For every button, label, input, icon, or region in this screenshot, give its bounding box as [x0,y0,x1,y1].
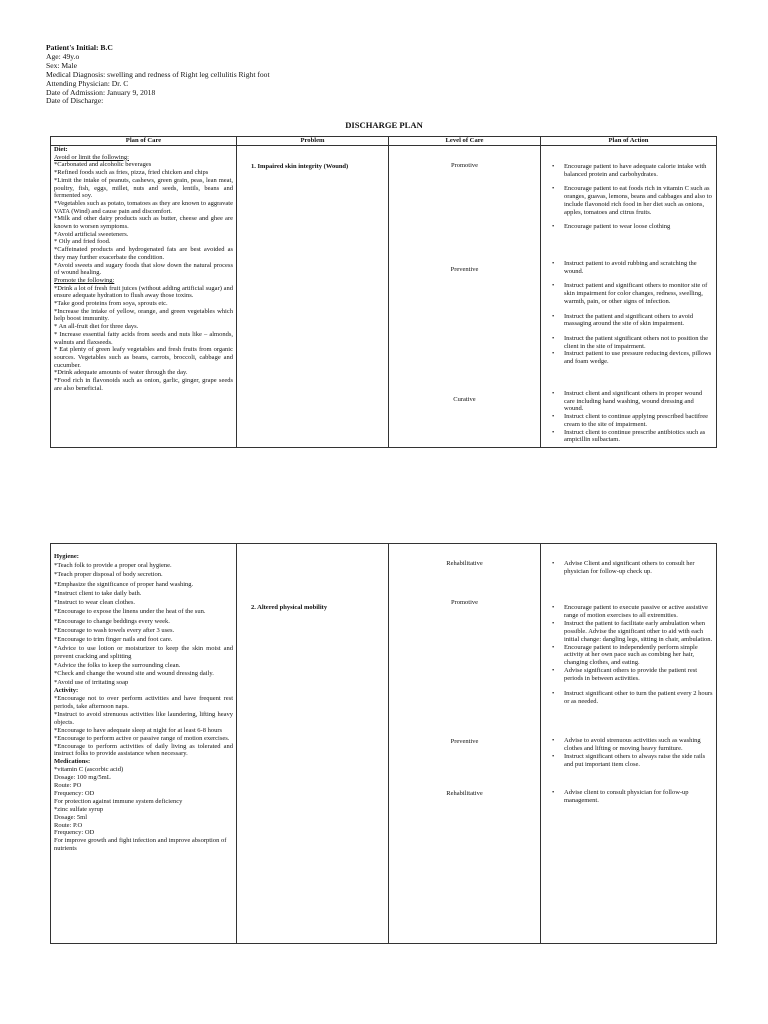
list-item: • Encourage patient to eat foods rich in vitamin C such as oranges, guavas, lemons, beans and cabbages and also to include flavonoid rich food in her diet such as onions, apples, tomatoes and citrus fruits. [544,185,713,216]
level-promotive: Promotive [450,162,479,169]
list-item: *Check and change the wound site and wound dressing daily. [54,669,214,677]
list-item: *Instruct client to take daily bath. [54,589,142,597]
list-item: *Caffeinated products and hydrogenated fats are best avoided as they may further exacerbate the condition. [54,246,233,261]
col-header-plan-of-action: Plan of Action [541,137,717,146]
patient-info [46,44,270,106]
list-item: • Advise client to consult physician for follow-up management. [544,789,713,805]
list-item: • Instruct significant other to turn the patient every 2 hours or as needed. [544,690,713,706]
list-item: *Encourage to trim finger nails and foot care. [54,636,173,644]
medical-diagnosis: Medical Diagnosis: swelling and redness of Right leg cellulitis Right foot [46,69,270,79]
list-item: *Teach proper disposal of body secretion. [54,571,163,579]
list-item: Route: PO [54,782,82,790]
list-item: *Encourage to expose the linens under the heat of the sun. [54,608,206,616]
problem-label: 2. Altered physical mobility [251,604,328,611]
list-item: * Oily and fried food. [54,238,111,246]
promote-list [54,285,233,393]
page-title: DISCHARGE PLAN [345,120,423,130]
list-item: • Encourage patient to have adequate calorie intake with balanced protein and carbohydrates. [544,163,713,178]
list-item: Frequency: OD [54,829,95,837]
avoid-list [54,161,233,277]
list-item: *Drink adequate amounts of water through the day. [54,369,188,377]
rehabilitative-actions-2 [544,789,713,805]
activity-heading: Activity: [54,687,79,695]
list-item: * Increase essential fatty acids from seeds and nuts like – almonds, walnuts and flaxseeds. [54,330,233,346]
list-item: *Advice the folks to keep the surrounding clean. [54,661,181,669]
col-header-level-of-care: Level of Care [389,137,541,146]
hygiene-heading: Hygiene: [54,553,79,560]
list-item: *Encourage to have adequate sleep at night for at least 6-8 hours [54,726,223,734]
diet-heading: Diet: [54,146,68,153]
level-promotive: Promotive [450,599,479,606]
hygiene-activity-medication-cell [51,544,237,944]
list-item: • Advise to avoid strenuous activities such as washing clothes and lifting or moving heavy furniture. [544,737,713,753]
list-item: * An all-fruit diet for three days. [54,323,139,331]
admission-date: Date of Admission: January 9, 2018 [46,87,156,97]
list-item: *Instruct to wear clean clothes. [54,599,136,607]
problem-cell [237,146,389,448]
discharge-plan-table-1 [50,136,717,448]
list-item: • Encourage patient to execute passive or active assistive range of motion exercises to all extremities. [544,604,713,620]
rehabilitative-actions [544,560,713,576]
list-item: *Vegetables such as potato, tomatoes as they are known to aggravate VATA (Wind) and cause pain and discomfort. [54,199,233,215]
list-item: *Teach folk to provide a proper oral hygiene. [54,561,172,569]
list-item: *Avoid sweets and sugary foods that slow down the natural process of wound healing. [54,261,233,277]
list-item: *Avoid use of irritating soap [54,678,129,686]
list-item: *Increase the intake of yellow, orange, and green vegetables which help boost immunity. [54,307,233,323]
list-item: For protection against immune system deficiency [54,797,183,805]
list-item: • Instruct client to continue applying prescribed bactifree cream to the site of impairment. [544,413,713,428]
list-item: *Carbonated and alcoholic beverages [54,161,152,169]
level-preventive: Preventive [450,266,479,273]
attending-physician: Attending Physician: Dr. C [46,78,129,88]
preventive-actions [544,260,713,366]
activity-list [54,695,233,758]
list-item: *Food rich in flavonoids such as onion, garlic, ginger, grape seeds are also beneficial. [54,377,233,392]
list-item: *Instruct to avoid strenuous activities like laundering, lifting heavy objects. [54,710,233,726]
list-item: * Eat plenty of green leafy vegetables and fresh fruits from organic sources. Vegetables such as beans, carrots, broccoli, cabbage and cucumber. [54,346,233,369]
list-item: • Instruct client and significant others in proper wound care including hand washing, wound dressing and wound. [544,390,713,413]
list-item: Dosage: 5ml [54,813,88,821]
avoid-heading: Avoid or limit the following: [54,153,129,161]
list-item: *Encourage to perform activities of daily living as tolerated and instruct folks to provide assistance when necessary. [54,742,233,758]
level-of-care-cell [389,146,541,448]
promotive-actions [544,163,713,231]
list-item: *Refined foods such as fries, pizza, fried chicken and chips [54,169,209,177]
patient-initial: Patient's Initial: B.C [46,43,113,52]
list-item: *Encourage to perform active or passive range of motion exercises. [54,734,230,742]
list-item: • Advise Client and significant others to consult her physician for follow-up check up. [544,560,713,576]
promote-heading: Promote the following: [54,276,115,284]
col-header-problem: Problem [237,137,389,146]
list-item: • Advise significant others to provide the patient rest periods in between activities. [544,667,713,683]
promotive-actions [544,604,713,706]
list-item: • Instruct patient to use pressure reducing devices, pillows and foam wedge. [544,350,713,365]
list-item: Dosage: 100 mg/5mL [54,774,111,782]
problem-cell [237,544,389,944]
list-item: • Instruct client to continue prescribe antibiotics such as ampicillin sulbactam. [544,429,713,444]
problem-label: 1. Impaired skin integrity (Wound) [251,163,349,170]
list-item: • Encourage patient to wear loose clothing [544,223,713,231]
list-item: • Instruct the patient to facilitate early ambulation when possible. Advise the significant other to aid with each initial change: dangling legs, sitting in chair, ambulation. [544,620,713,644]
list-item: *Avoid artificial sweeteners. [54,230,129,238]
list-item: • Instruct the patient significant others not to position the client in the site of impairment. [544,335,713,350]
list-item: • Instruct significant others to always raise the side rails and put important item close. [544,753,713,769]
list-item: *Advice to use lotion or moisturizer to keep the skin moist and prevent cracking and splitting [54,644,233,660]
discharge-plan-table-2 [50,543,717,944]
list-item: *Encourage not to over perform activities and have frequent rest periods, take afternoon naps. [54,695,233,710]
list-item: Route: P.O [54,821,83,829]
list-item: *Encourage to wash towels every after 3 uses. [54,626,175,634]
level-rehabilitative-2: Rehabilitative [446,790,483,797]
level-curative: Curative [453,396,476,403]
diet-cell [51,146,237,448]
list-item: • Encourage patient to independently perform simple activity at her own pace such as combing her hair, changing clothes, and eating. [544,644,713,668]
level-rehabilitative: Rehabilitative [446,560,483,567]
list-item: *Drink a lot of fresh fruit juices (without adding artificial sugar) and ensure adequate hydration to flush away those toxins. [54,284,233,300]
list-item: For improve growth and fight infection and improve absorption of nutrients [54,837,227,853]
level-of-care-cell [389,544,541,944]
patient-sex: Sex: Male [46,60,78,70]
list-item: *zinc sulfate syrup [54,805,104,813]
list-item: • Instruct the patient and significant others to avoid massaging around the site of skin impairment. [544,313,713,328]
plan-of-action-cell [541,544,717,944]
discharge-date: Date of Discharge: [46,96,104,106]
table-header-row [51,137,717,146]
list-item: • Instruct patient to avoid rubbing and scratching the wound. [544,260,713,275]
col-header-plan-of-care: Plan of Care [51,137,237,146]
preventive-actions [544,737,713,769]
patient-age: Age: 49y.o [46,51,80,61]
list-item: *Emphasize the significance of proper hand washing. [54,580,194,588]
table-row [51,544,717,944]
list-item: *vitamin C (ascorbic acid) [54,766,124,774]
curative-actions [544,390,713,444]
list-item: *Encourage to change beddings every week. [54,617,170,625]
list-item: *Take good proteins from soya, sprouts etc. [54,300,168,308]
plan-of-action-cell [541,146,717,448]
list-item: Frequency: OD [54,789,95,797]
hygiene-list [54,561,233,687]
list-item: *Limit the intake of peanuts, cashews, green grain, peas, lean meat, poultry, fish, eggs, millet, nuts and seeds, lentils, beans and fermented soy. [54,176,233,200]
list-item: • Instruct patient and significant others to monitor site of skin impairment for color changes, redness, swelling, warmth, pain, or other signs of infection. [544,282,713,305]
medications-heading: Medications: [54,758,91,766]
table-row [51,146,717,448]
list-item: *Milk and other dairy products such as butter, cheese and ghee are known to worsen symptoms. [54,215,233,231]
level-preventive: Preventive [450,738,479,745]
medication-list [54,766,233,853]
